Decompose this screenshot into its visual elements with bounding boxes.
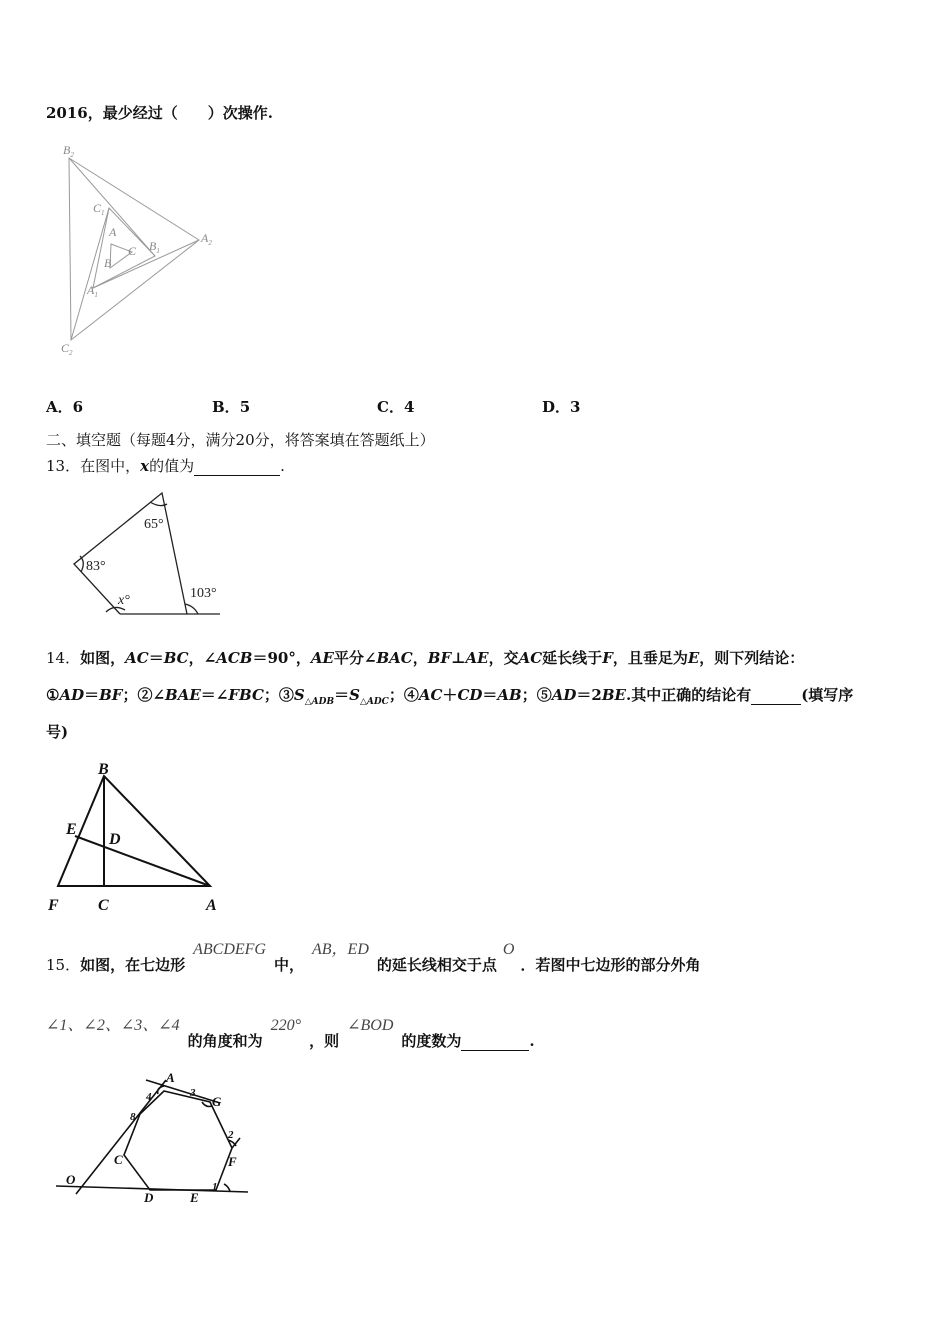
angle-8: 8: [130, 1111, 136, 1123]
q14-line1: 14．如图，AC＝BC，∠ACB＝90°，AE平分∠BAC，BF⊥AE，交AC延长线于F，且垂足为E，则下列结论：: [46, 649, 805, 667]
q14-line2: ①AD＝BF；②∠BAE＝∠FBC；$③S_{\triangle ADB}=S_{\triangle ADC}$；④AC＋CD＝AB；⑤AD＝2BE.其中正确的结论有 (填写序: [46, 686, 854, 707]
point-E: E: [66, 821, 77, 838]
point-D: D: [109, 831, 121, 848]
label-B2: $B_2$: [63, 143, 74, 159]
angle-x: x°: [118, 593, 130, 608]
label-C: C: [128, 244, 137, 258]
angle-1: 1: [212, 1181, 218, 1193]
angle-65: 65°: [144, 517, 164, 532]
q15-line1: 15．如图，在七边形ABCDEFG中，AB，ED的延长线相交于点O．若图中七边形的部分外角: [46, 941, 701, 974]
label-C1: $C_1$: [93, 201, 105, 217]
label-A1: $A_1$: [87, 283, 98, 299]
angle-83: 83°: [86, 559, 106, 574]
vertex-G: G: [212, 1094, 222, 1109]
q15-line2: ∠1、∠2、∠3、∠4的角度和为220°，则∠BOD的度数为 .: [46, 1017, 535, 1050]
q14-line3: 号): [46, 723, 69, 741]
point-F: F: [48, 897, 59, 914]
vertex-D: D: [144, 1190, 154, 1205]
label-C2: $C_2$: [61, 341, 73, 357]
vertex-A: A: [166, 1070, 175, 1085]
option-d[interactable]: D．3: [542, 398, 581, 416]
angle-2: 2: [228, 1129, 234, 1141]
point-B: B: [98, 761, 109, 778]
option-a[interactable]: A．6: [46, 398, 84, 416]
section-title: 二、填空题（每题4分，满分20分，将答案填在答题纸上）: [46, 431, 435, 449]
point-A: A: [206, 897, 217, 914]
label-A2: $A_2$: [201, 231, 212, 247]
point-O: O: [66, 1172, 76, 1187]
q13-pentagon-figure: [66, 490, 246, 620]
q15-heptagon-figure: [52, 1068, 262, 1208]
q12-triangle-figure: [55, 140, 275, 360]
angle-4: 4: [146, 1091, 152, 1103]
vertex-E: E: [190, 1190, 199, 1205]
option-b[interactable]: B．5: [212, 398, 251, 416]
q13-answer-blank[interactable]: [194, 457, 280, 476]
angle-103: 103°: [190, 586, 217, 601]
q15-answer-blank[interactable]: [461, 1032, 529, 1051]
label-A: A: [109, 225, 117, 239]
vertex-C: C: [114, 1152, 123, 1167]
q13-stem: 13．在图中，x的值为 .: [46, 457, 285, 475]
q14-answer-blank[interactable]: [751, 686, 801, 705]
point-C: C: [98, 897, 109, 914]
vertex-F: F: [228, 1154, 237, 1169]
label-B: B: [104, 256, 112, 270]
angle-3: 3: [190, 1087, 196, 1099]
q14-triangle-figure: [46, 762, 236, 922]
label-B1: $B_1$: [149, 239, 160, 255]
option-c[interactable]: C．4: [377, 398, 415, 416]
q12-stem-tail: 2016，最少经过（ ）次操作.: [46, 104, 273, 122]
